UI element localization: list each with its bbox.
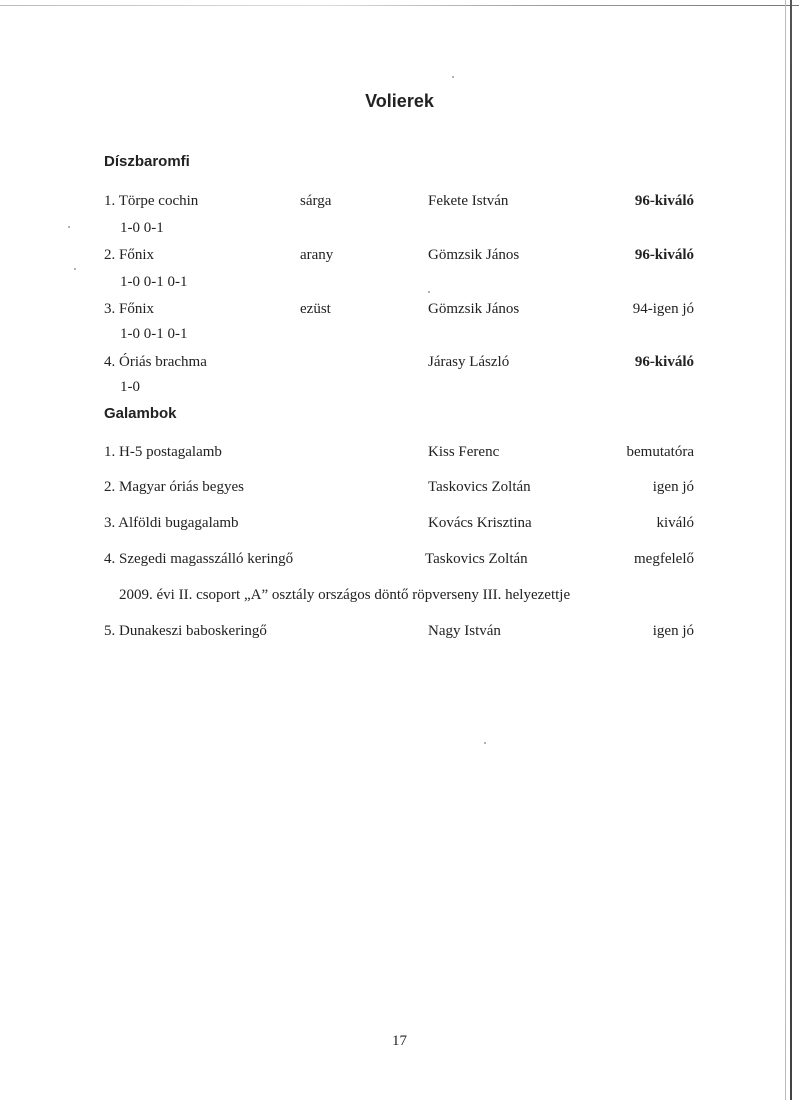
entry-grade: igen jó xyxy=(652,623,694,639)
scan-edge-top xyxy=(0,5,799,6)
entry-sex-count: 1-0 0-1 0-1 xyxy=(120,274,188,290)
scan-speck xyxy=(68,226,70,228)
entry-grade: bemutatóra xyxy=(626,444,694,460)
entry-name: 2. Magyar óriás begyes xyxy=(104,479,244,495)
entry-grade: 94-igen jó xyxy=(632,301,694,317)
entry-owner: Nagy István xyxy=(428,623,501,639)
entry-owner: Fekete István xyxy=(428,193,509,209)
entry-grade: 96-kiváló xyxy=(634,193,694,209)
scan-speck xyxy=(74,268,76,270)
entry-owner: Járasy László xyxy=(428,354,510,370)
entry-color: ezüst xyxy=(300,301,331,317)
entry-name: 1. Törpe cochin xyxy=(104,193,199,209)
entry-name: 3. Alföldi bugagalamb xyxy=(104,515,239,531)
scan-edge-right xyxy=(790,0,792,1100)
entry-grade: 96-kiváló xyxy=(634,247,694,263)
section-heading-galambok: Galambok xyxy=(104,405,177,422)
entry-grade: megfelelő xyxy=(634,551,694,567)
entry-sex-count: 1-0 0-1 xyxy=(120,220,164,236)
entry-sex-count: 1-0 xyxy=(120,379,140,395)
entry-owner: Gömzsik János xyxy=(428,301,520,317)
entry-owner: Gömzsik János xyxy=(428,247,520,263)
entry-owner: Taskovics Zoltán xyxy=(428,479,531,495)
entry-owner: Kiss Ferenc xyxy=(428,444,500,460)
entry-grade: 96-kiváló xyxy=(634,354,694,370)
page-number: 17 xyxy=(392,1033,407,1049)
entry-grade: igen jó xyxy=(652,479,694,495)
scan-speck xyxy=(428,291,430,293)
entry-name: 4. Óriás brachma xyxy=(104,354,207,370)
scan-speck xyxy=(452,76,454,78)
entry-color: arany xyxy=(300,247,334,263)
entry-sex-count: 1-0 0-1 0-1 xyxy=(120,326,188,342)
entry-name: 2. Főnix xyxy=(104,247,155,263)
scan-speck xyxy=(484,742,486,744)
section-heading-diszbaromfi: Díszbaromfi xyxy=(104,153,190,170)
page-title: Volierek xyxy=(365,91,434,111)
entry-owner: Kovács Krisztina xyxy=(428,515,532,531)
entry-name: 4. Szegedi magasszálló keringő xyxy=(104,551,294,567)
entry-color: sárga xyxy=(300,193,332,209)
entry-note: 2009. évi II. csoport „A” osztály országos döntő röpverseny III. helyezettje xyxy=(119,587,571,603)
entry-grade: kiváló xyxy=(656,515,694,531)
scan-edge-right-inner xyxy=(785,0,786,1100)
entry-name: 5. Dunakeszi baboskeringő xyxy=(104,623,267,639)
entry-name: 3. Főnix xyxy=(104,301,155,317)
entry-owner: Taskovics Zoltán xyxy=(425,551,528,567)
entry-name: 1. H-5 postagalamb xyxy=(104,444,222,460)
